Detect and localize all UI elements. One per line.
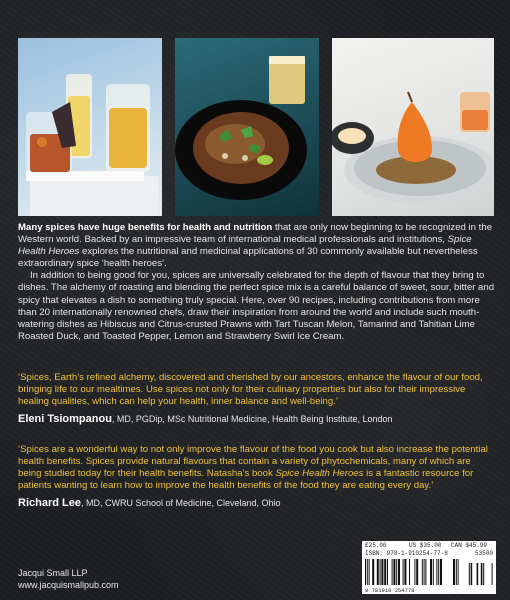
price-can: CAN $45.99 — [451, 542, 488, 549]
quote-block-1 — [18, 372, 496, 426]
intro-paragraph-1 — [18, 222, 496, 270]
quote-2-credentials: , MD, CWRU School of Medicine, Cleveland, Ohio — [80, 498, 281, 509]
curry-bowl-photo — [175, 38, 319, 216]
isbn-row — [362, 550, 496, 558]
barcode-label — [362, 541, 496, 594]
quote-2-book-title: Spice Health Heroes — [275, 468, 364, 480]
poached-pear-photo — [332, 38, 494, 216]
quote-2-text-b: is a fantastic resource for patients wanting to learn how to improve the health benefits of the food they are eating every day.’ — [18, 468, 474, 492]
barcode-digits: 9 781910 254778 — [365, 587, 415, 594]
quote-1-attribution — [18, 413, 496, 426]
intro-lead: Many spices have huge benefits for health and nutrition — [18, 222, 273, 233]
photo-strip — [18, 38, 494, 218]
quote-1-author: Eleni Tsiompanou — [18, 413, 112, 426]
quote-2-author: Richard Lee — [18, 497, 81, 510]
publisher-url[interactable]: www.jacquismallpub.com — [18, 580, 119, 590]
price-row — [362, 541, 496, 550]
publisher-info — [18, 567, 119, 591]
price-us: US $35.00 — [409, 542, 442, 549]
intro-text-a: that are only now beginning to be recognized in the Western world. Backed by an impressive team of international medical professionals and institutions, — [18, 222, 493, 246]
intro-book-title: Spice Health Heroes — [18, 234, 472, 258]
barcode-bars — [365, 558, 493, 588]
drinks-photo — [18, 38, 162, 216]
quote-block-2 — [18, 444, 496, 510]
quote-2-attribution — [18, 497, 496, 510]
price-uk: £25.00 — [365, 542, 387, 549]
publisher-name: Jacqui Small LLP — [18, 568, 88, 578]
quote-1-credentials: , MD, PGDip, MSc Nutritional Medicine, Health Being Institute, London — [111, 414, 393, 425]
intro-text-b: explores the nutritional and medicinal applications of 30 commonly available but nevertheless extraordinary spice ‘health heroes’. — [18, 246, 478, 270]
isbn-number: ISBN: 978-1-910254-77-8 — [365, 550, 448, 557]
quote-2-text-a: ‘Spices are a wonderful way to not only improve the flavour of the food you cook but also increase the potential health benefits. Spices provide natural flavours that contain a variety of phytochemicals, many of which are being studied today for their health benefits. Natasha’s book — [18, 444, 488, 480]
intro-text — [18, 222, 496, 343]
intro-paragraph-2: In addition to being good for you, spices are universally celebrated for the depth of flavour that they bring to dishes. The alchemy of roasting and blending the perfect spice mix is a careful balance of sweet, sour, bitter and spicy that elevates a dish to something truly special. Here, over 90 recipes, including contributions from more than 20 internationally renowned chefs, draw their inspiration from around the world and include such mouth-watering dishes as Hibiscus and Citrus-crusted Prawns with Tart Tuscan Melon, Tamarind and Tahitian Lime Roasted Duck, and Toasted Pepper, Lemon and Strawberry Swirl Ice Cream. — [18, 270, 495, 342]
quote-1-text: ‘Spices, Earth’s refined alchemy, discovered and cherished by our ancestors, enhance the flavour of our food, bringing life to our mealtimes. Use spices not only for their culinary properties but also for their impressive healing qualities, which can help your health, inner balance and well-being.’ — [18, 372, 483, 408]
addon-number: 53500 — [474, 550, 493, 557]
quote-2-text — [18, 444, 496, 492]
